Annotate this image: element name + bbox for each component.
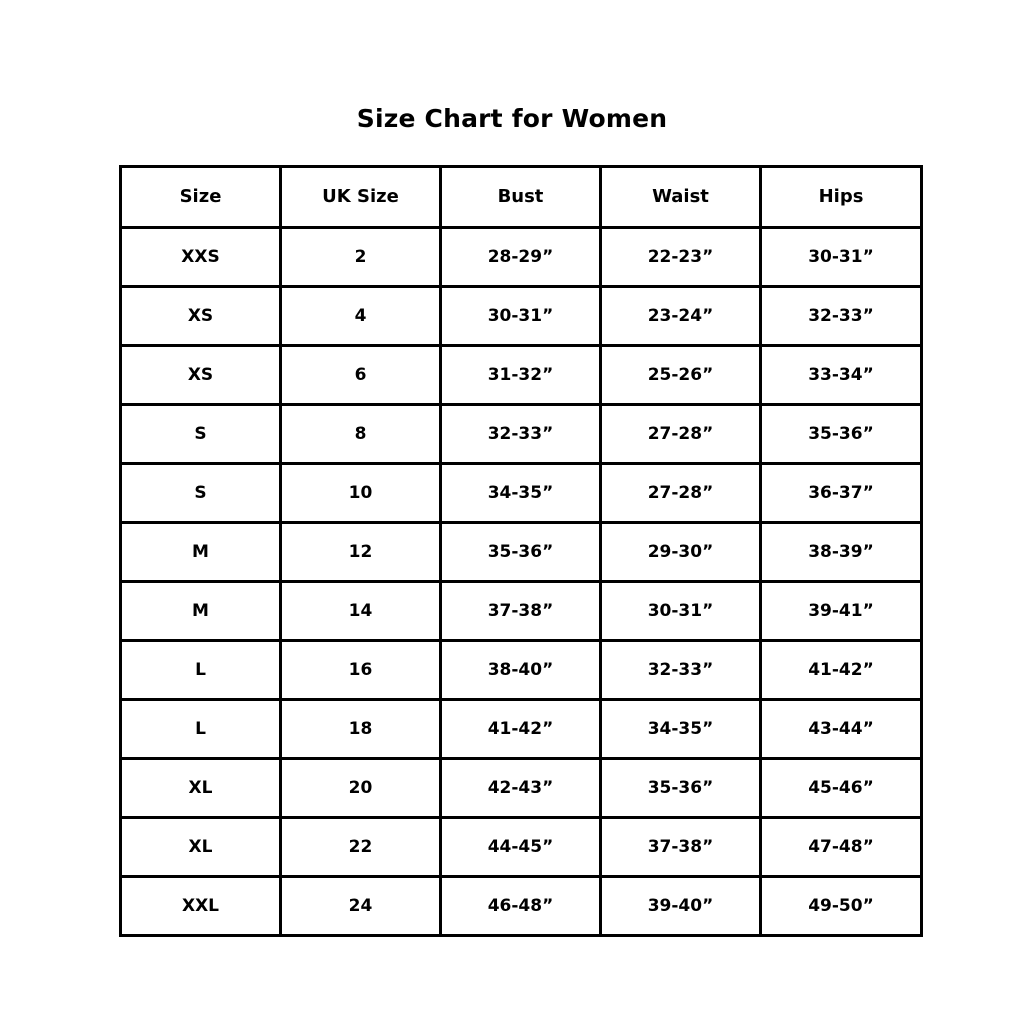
cell-size: S [121,464,281,523]
cell-uk: 22 [281,818,441,877]
cell-bust: 38-40” [441,641,601,700]
cell-bust: 32-33” [441,405,601,464]
cell-waist: 37-38” [601,818,761,877]
table-row [121,228,922,287]
table-row [121,523,922,582]
table-body [121,228,922,936]
column-header-uk-size: UK Size [281,167,441,228]
cell-waist: 25-26” [601,346,761,405]
cell-waist: 39-40” [601,877,761,936]
table-row [121,759,922,818]
cell-size: M [121,582,281,641]
cell-hips: 49-50” [761,877,922,936]
cell-waist: 30-31” [601,582,761,641]
cell-bust: 35-36” [441,523,601,582]
table-row [121,700,922,759]
table-header-row [121,167,922,228]
cell-size: M [121,523,281,582]
size-chart-table [119,165,923,937]
cell-bust: 42-43” [441,759,601,818]
table-row [121,641,922,700]
column-header-waist: Waist [601,167,761,228]
cell-waist: 27-28” [601,405,761,464]
cell-size: XXL [121,877,281,936]
cell-bust: 46-48” [441,877,601,936]
cell-bust: 37-38” [441,582,601,641]
cell-bust: 30-31” [441,287,601,346]
cell-uk: 2 [281,228,441,287]
cell-waist: 35-36” [601,759,761,818]
cell-uk: 24 [281,877,441,936]
cell-bust: 34-35” [441,464,601,523]
cell-uk: 12 [281,523,441,582]
cell-waist: 34-35” [601,700,761,759]
cell-waist: 23-24” [601,287,761,346]
cell-bust: 44-45” [441,818,601,877]
cell-size: XL [121,759,281,818]
cell-size: XL [121,818,281,877]
cell-size: L [121,700,281,759]
cell-bust: 28-29” [441,228,601,287]
cell-size: S [121,405,281,464]
cell-bust: 41-42” [441,700,601,759]
cell-hips: 41-42” [761,641,922,700]
cell-uk: 10 [281,464,441,523]
cell-uk: 14 [281,582,441,641]
cell-waist: 22-23” [601,228,761,287]
cell-size: XXS [121,228,281,287]
cell-uk: 20 [281,759,441,818]
cell-waist: 29-30” [601,523,761,582]
table-row [121,877,922,936]
cell-hips: 36-37” [761,464,922,523]
cell-hips: 32-33” [761,287,922,346]
cell-size: XS [121,346,281,405]
cell-size: L [121,641,281,700]
cell-uk: 18 [281,700,441,759]
cell-waist: 27-28” [601,464,761,523]
table-row [121,405,922,464]
cell-waist: 32-33” [601,641,761,700]
table-row [121,818,922,877]
cell-hips: 38-39” [761,523,922,582]
cell-hips: 35-36” [761,405,922,464]
table-row [121,582,922,641]
cell-hips: 33-34” [761,346,922,405]
cell-hips: 47-48” [761,818,922,877]
cell-bust: 31-32” [441,346,601,405]
table-row [121,346,922,405]
cell-uk: 16 [281,641,441,700]
cell-hips: 39-41” [761,582,922,641]
column-header-hips: Hips [761,167,922,228]
cell-size: XS [121,287,281,346]
table-header [121,167,922,228]
cell-uk: 6 [281,346,441,405]
cell-uk: 8 [281,405,441,464]
size-chart-table-wrap [119,165,905,937]
cell-hips: 43-44” [761,700,922,759]
column-header-size: Size [121,167,281,228]
table-row [121,464,922,523]
table-row [121,287,922,346]
cell-hips: 30-31” [761,228,922,287]
cell-uk: 4 [281,287,441,346]
cell-hips: 45-46” [761,759,922,818]
column-header-bust: Bust [441,167,601,228]
page-title: Size Chart for Women [356,104,668,133]
